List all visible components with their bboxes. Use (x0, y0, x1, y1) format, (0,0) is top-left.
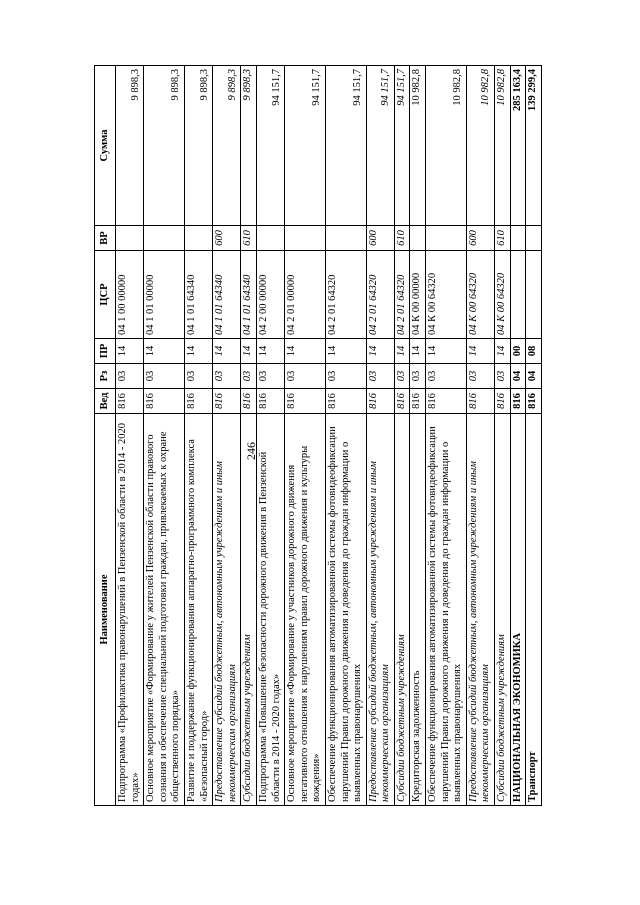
cell-rz: 03 (213, 364, 241, 389)
cell-ved: 816 (526, 389, 542, 414)
cell-csr: 04 1 01 64340 (184, 251, 212, 339)
cell-csr: 04 К 00 64320 (495, 251, 511, 339)
header-pr: ПР (95, 339, 116, 364)
header-csr: ЦСР (95, 251, 116, 339)
cell-sum: 9 898,3 (116, 66, 144, 226)
cell-name: Основное мероприятие «Формирование у участников дорожного движения негативного отношения к нарушениям правил дорожного движения и культуры вождения» (285, 414, 326, 806)
cell-sum: 94 151,7 (394, 66, 410, 226)
cell-csr: 04 1 01 00000 (144, 251, 185, 339)
table-row (184, 66, 212, 806)
cell-pr: 14 (116, 339, 144, 364)
cell-csr: 04 К 00 00000 (410, 251, 426, 339)
cell-ved: 816 (144, 389, 185, 414)
cell-vr: 610 (394, 226, 410, 251)
cell-vr: 600 (366, 226, 394, 251)
cell-vr (144, 226, 185, 251)
cell-pr: 14 (495, 339, 511, 364)
cell-vr: 610 (495, 226, 511, 251)
cell-sum: 9 898,3 (213, 66, 241, 226)
cell-sum: 9 898,3 (184, 66, 212, 226)
cell-sum: 94 151,7 (366, 66, 394, 226)
table-row (495, 66, 511, 806)
cell-name: Обеспечение функционирования автоматизированной системы фотовидеофиксации нарушений Правил дорожного движения и доведения до граждан информации о выявленных правонарушениях (325, 414, 366, 806)
cell-name: Субсидии бюджетным учреждениям (394, 414, 410, 806)
table-row (510, 66, 526, 806)
cell-vr (116, 226, 144, 251)
cell-csr: 04 2 01 00000 (285, 251, 326, 339)
cell-ved: 816 (495, 389, 511, 414)
cell-ved: 816 (394, 389, 410, 414)
cell-csr (510, 251, 526, 339)
cell-vr (325, 226, 366, 251)
cell-vr (184, 226, 212, 251)
table-row (285, 66, 326, 806)
cell-name: Кредиторская задолженность (410, 414, 426, 806)
cell-rz: 03 (184, 364, 212, 389)
cell-ved: 816 (213, 389, 241, 414)
cell-pr: 14 (184, 339, 212, 364)
cell-ved: 816 (285, 389, 326, 414)
cell-pr: 14 (325, 339, 366, 364)
cell-pr: 00 (510, 339, 526, 364)
cell-name: Транспорт (526, 414, 542, 806)
cell-csr: 04 К 00 64320 (466, 251, 494, 339)
cell-pr: 14 (394, 339, 410, 364)
cell-pr: 14 (410, 339, 426, 364)
cell-sum: 9 898,3 (144, 66, 185, 226)
cell-rz: 03 (394, 364, 410, 389)
cell-vr: 610 (241, 226, 257, 251)
cell-ved: 816 (116, 389, 144, 414)
cell-sum: 94 151,7 (325, 66, 366, 226)
table-row (410, 66, 426, 806)
cell-name: Подпрограмма «Профилактика правонарушений в Пензенской области в 2014 - 2020 годах» (116, 414, 144, 806)
cell-rz: 03 (366, 364, 394, 389)
cell-rz: 03 (466, 364, 494, 389)
cell-ved: 816 (366, 389, 394, 414)
page-number: 246 (244, 442, 258, 460)
cell-csr: 04 2 00 00000 (256, 251, 284, 339)
cell-rz: 03 (410, 364, 426, 389)
cell-vr (426, 226, 467, 251)
cell-sum: 10 982,8 (410, 66, 426, 226)
cell-sum: 10 982,8 (426, 66, 467, 226)
cell-csr: 04 1 01 64340 (213, 251, 241, 339)
cell-vr (256, 226, 284, 251)
cell-ved: 816 (241, 389, 257, 414)
table-row (144, 66, 185, 806)
cell-name: Предоставление субсидий бюджетным, автономным учреждениям и иным некоммерческим организациям (366, 414, 394, 806)
cell-rz: 04 (526, 364, 542, 389)
cell-rz: 03 (495, 364, 511, 389)
table-row (256, 66, 284, 806)
cell-rz: 03 (426, 364, 467, 389)
table-header-row (95, 66, 116, 806)
cell-rz: 03 (285, 364, 326, 389)
table-row (366, 66, 394, 806)
table-row (325, 66, 366, 806)
cell-sum: 94 151,7 (285, 66, 326, 226)
cell-vr (410, 226, 426, 251)
cell-pr: 14 (144, 339, 185, 364)
cell-csr: 04 К 00 64320 (426, 251, 467, 339)
budget-table-container (94, 66, 546, 806)
cell-vr: 600 (213, 226, 241, 251)
header-ved: Вед (95, 389, 116, 414)
cell-pr: 14 (213, 339, 241, 364)
cell-pr: 14 (285, 339, 326, 364)
cell-csr: 04 1 01 64340 (241, 251, 257, 339)
table-row (116, 66, 144, 806)
cell-ved: 816 (256, 389, 284, 414)
cell-name: Предоставление субсидий бюджетным, автономным учреждениям и иным некоммерческим организациям (213, 414, 241, 806)
cell-ved: 816 (184, 389, 212, 414)
cell-name: Обеспечение функционирования автоматизированной системы фотовидеофиксации нарушений Правил дорожного движения и доведения до граждан информации о выявленных правонарушениях (426, 414, 467, 806)
cell-csr: 04 1 00 00000 (116, 251, 144, 339)
cell-rz: 03 (325, 364, 366, 389)
header-sum: Сумма (95, 66, 116, 226)
table-row (526, 66, 542, 806)
cell-rz: 04 (510, 364, 526, 389)
cell-vr (285, 226, 326, 251)
header-vr: ВР (95, 226, 116, 251)
cell-name: Субсидии бюджетным учреждениям (495, 414, 511, 806)
table-row (213, 66, 241, 806)
cell-vr (526, 226, 542, 251)
cell-pr: 14 (426, 339, 467, 364)
cell-sum: 10 982,8 (466, 66, 494, 226)
cell-name: Основное мероприятие «Формирование у жителей Пензенской области правового сознания и обеспечение специальной подготовки граждан, привлекаемых к охране общественного порядка» (144, 414, 185, 806)
cell-sum: 94 151,7 (256, 66, 284, 226)
cell-csr: 04 2 01 64320 (394, 251, 410, 339)
cell-pr: 14 (256, 339, 284, 364)
table-row (466, 66, 494, 806)
cell-csr: 04 2 01 64320 (366, 251, 394, 339)
cell-name: Субсидии бюджетным учреждениям (241, 414, 257, 806)
table-row (426, 66, 467, 806)
cell-vr (510, 226, 526, 251)
header-name: Наименование (95, 414, 116, 806)
cell-csr (526, 251, 542, 339)
cell-sum: 139 299,4 (526, 66, 542, 226)
cell-name: Развитие и поддержание функционирования аппаратно-программного комплекса «Безопасный город» (184, 414, 212, 806)
table-row (241, 66, 257, 806)
cell-ved: 816 (510, 389, 526, 414)
header-rz: Рз (95, 364, 116, 389)
cell-ved: 816 (466, 389, 494, 414)
cell-rz: 03 (116, 364, 144, 389)
cell-vr: 600 (466, 226, 494, 251)
cell-name: Подпрограмма «Повышение безопасности дорожного движения в Пензенской области в 2014 - 2020 годах» (256, 414, 284, 806)
cell-pr: 14 (366, 339, 394, 364)
cell-pr: 14 (466, 339, 494, 364)
cell-csr: 04 2 01 64320 (325, 251, 366, 339)
cell-pr: 08 (526, 339, 542, 364)
cell-sum: 10 982,8 (495, 66, 511, 226)
table-row (394, 66, 410, 806)
cell-name: Предоставление субсидий бюджетным, автономным учреждениям и иным некоммерческим организациям (466, 414, 494, 806)
cell-rz: 03 (256, 364, 284, 389)
cell-sum: 285 163,4 (510, 66, 526, 226)
cell-name: НАЦИОНАЛЬНАЯ ЭКОНОМИКА (510, 414, 526, 806)
cell-ved: 816 (426, 389, 467, 414)
cell-ved: 816 (410, 389, 426, 414)
cell-pr: 14 (241, 339, 257, 364)
cell-ved: 816 (325, 389, 366, 414)
cell-sum: 9 898,3 (241, 66, 257, 226)
budget-table (94, 65, 542, 806)
cell-rz: 03 (241, 364, 257, 389)
cell-rz: 03 (144, 364, 185, 389)
